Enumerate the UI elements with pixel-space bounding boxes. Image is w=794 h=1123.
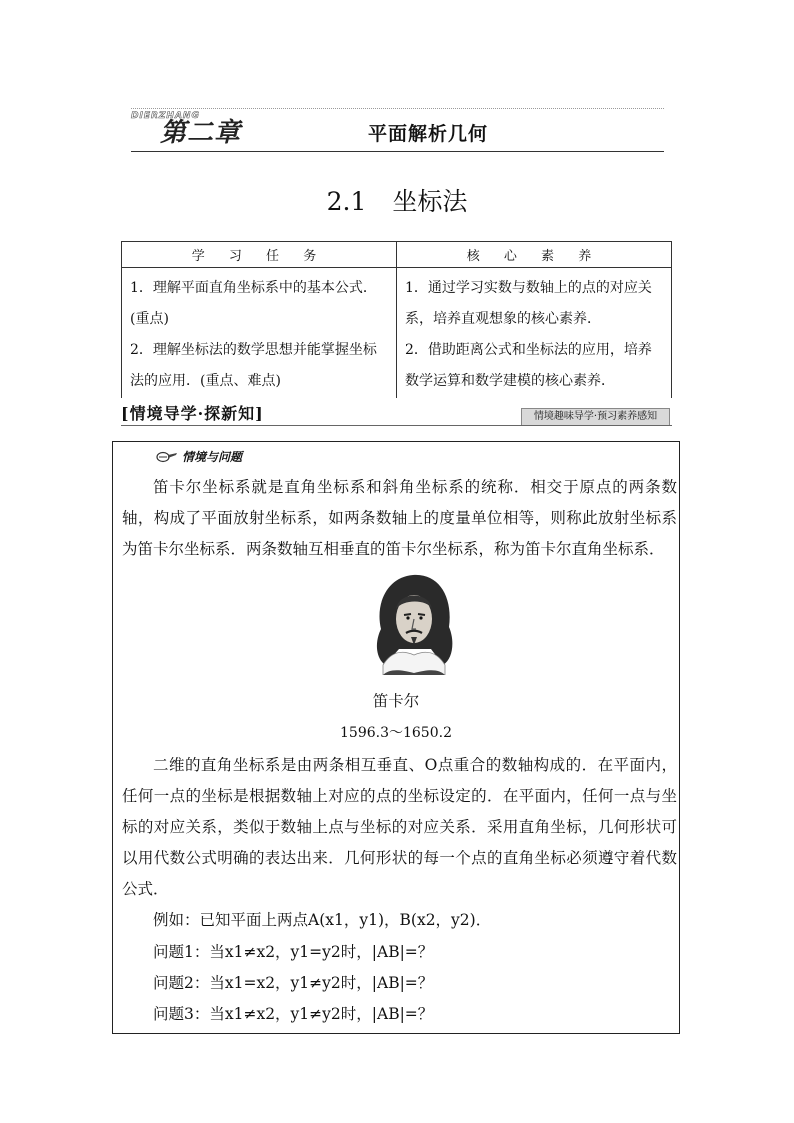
question-1: 问题1：当x1≠x2，y1=y2时，|AB|=？ [153,943,434,961]
chapter-label: 第二章 [160,118,242,148]
goals-table [121,241,672,398]
portrait-caption-name: 笛卡尔 [372,692,420,710]
scenario-box [112,441,680,1034]
portrait-caption-years: 1596.3～1650.2 [340,725,452,741]
question-2: 问题2：当x1=x2，y1≠y2时，|AB|=？ [153,974,434,992]
learning-task-2: 2．理解坐标法的数学思想并能掌握坐标法的应用．(重点、难点) [130,342,377,389]
banner-rule [121,425,672,426]
banner-tag: 情境趣味导学·预习素养感知 [521,408,670,426]
box-heading-text: 情境与问题 [182,450,243,464]
pen-icon [156,451,178,463]
section-banner: [情境导学·探新知] [121,404,264,423]
core-literacy-1: 1．通过学习实数与数轴上的点的对应关系，培养直观想象的核心素养． [405,280,652,327]
box-heading [156,448,242,465]
chapter-title: 平面解析几何 [368,123,489,145]
header-learning-tasks: 学 习 任 务 [122,242,397,268]
chapter-dotted-rule [131,108,664,109]
chapter-pinyin: DIERZHANG [131,111,200,121]
core-literacy-cell [397,268,672,399]
learning-tasks-cell [122,268,397,399]
section-number: 2.1 [326,187,367,216]
section-title [0,185,794,219]
learning-task-1: 1．理解平面直角坐标系中的基本公式．(重点) [130,280,377,327]
section-name: 坐标法 [392,187,468,216]
paragraph-rectangular-coordinates: 二维的直角坐标系是由两条相互垂直、O点重合的数轴构成的．在平面内，任何一点的坐标是根据数轴上对应的点的坐标设定的．在平面内，任何一点与坐标的对应关系，类似于数轴上点与坐标的对应关系．采用直角坐标，几何形状可以用代数公式明确的表达出来．几何形状的每一个点的直角坐标必须遵守着代数公式． [122,756,677,898]
header-core-literacy: 核 心 素 养 [397,242,672,268]
chapter-rule [131,151,664,152]
question-3: 问题3：当x1≠x2，y1≠y2时，|AB|=？ [153,1005,434,1023]
descartes-portrait [369,569,459,675]
example-line: 例如：已知平面上两点A(x1，y1)，B(x2，y2)． [153,911,492,929]
paragraph-cartesian-intro: 笛卡尔坐标系就是直角坐标系和斜角坐标系的统称．相交于原点的两条数轴，构成了平面放射坐标系，如两条数轴上的度量单位相等，则称此放射坐标系为笛卡尔坐标系．两条数轴互相垂直的笛卡尔坐标系，称为笛卡尔直角坐标系． [122,478,677,558]
core-literacy-2: 2．借助距离公式和坐标法的应用，培养数学运算和数学建模的核心素养． [405,342,652,389]
